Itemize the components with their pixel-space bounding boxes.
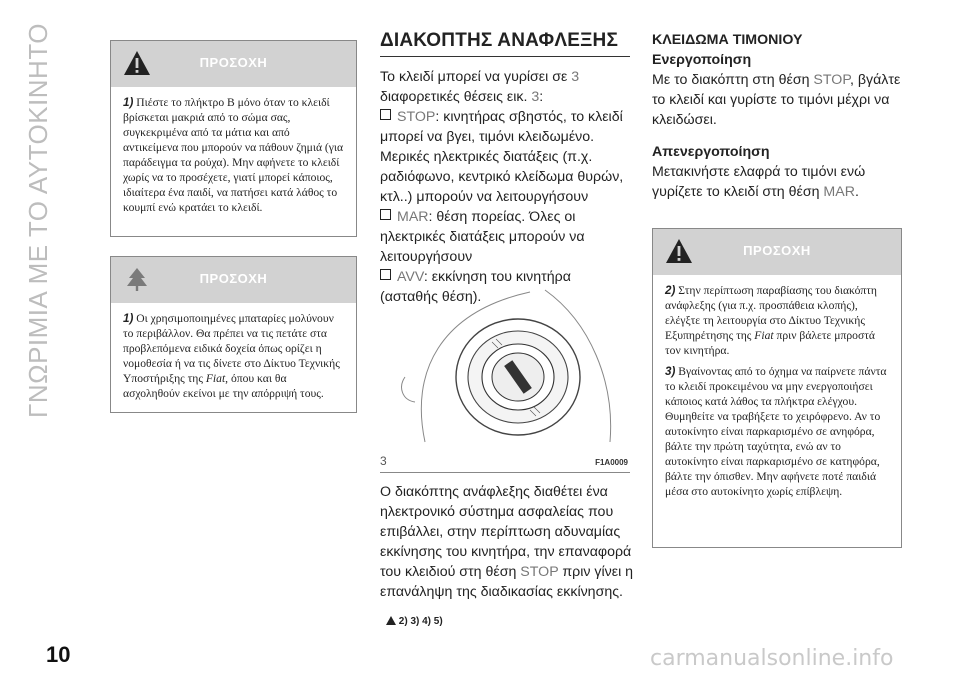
intro-colon: : xyxy=(539,89,544,105)
position-key: MAR xyxy=(397,209,429,225)
warning-text: Πιέστε το πλήκτρο B μόνο όταν το κλειδί βρίσκεται μακριά από το σώμα σας, συγκεκριμένα από τα μάτια και από αντικείμενα που μπορούν να πάθουν ζημιά (για παράδειγμα τα ρούχα). Μην αφήνετε το κλειδί χωρίς να το προσέχετε, γιατί μπορεί κάποιος, ιδιαίτερα ένα παιδί, να πατήσει κατά λάθος το κουμπί ενώ κρατάει το κλειδί. xyxy=(123,96,344,214)
warning-box-steering xyxy=(652,228,902,548)
warning-text: Βγαίνοντας από το όχημα να παίρνετε πάντα το κλειδί προκειμένου να μην ενεργοποιήσει κάποιος κατά λάθος τα πλήκτρα ελέγχου. Θυμηθείτε να τραβήξετε το χειρόφρενο. Αν το αυτοκίνητο είναι παρκαρισμένο σε ανηφόρα, βάλτε την πρώτη ταχύτητα, ενώ αν το αυτοκίνητο είναι παρκαρισμένο σε κατηφόρα, βάλτε την όπισθεν. Μην αφήνετε ποτέ παιδιά μέσα στο αυτοκίνητο χωρίς επίβλεψη. xyxy=(665,365,887,498)
position-text: : εκκίνηση του κινητήρα (ασταθής θέση). xyxy=(380,269,571,305)
section-title: ΔΙΑΚΟΠΤΗΣ ΑΝΑΦΛΕΞΗΣ xyxy=(380,30,630,57)
warning-label: ΠΡΟΣΟΧΗ xyxy=(199,55,268,70)
brand-name: Fiat xyxy=(205,372,226,385)
deactivation-title: Απενεργοποίηση xyxy=(652,144,770,160)
warning-box-header xyxy=(653,229,901,275)
steering-lock-section xyxy=(652,30,902,202)
warning-label: ΠΡΟΣΟΧΗ xyxy=(199,271,268,286)
watermark: carmanualsonline.info xyxy=(650,646,894,671)
safety-text: Ο διακόπτης ανάφλεξης διαθέτει ένα ηλεκτρονικό σύστημα ασφαλείας που επιβάλλει, στην περίπτωση αδυναμίας εκκίνησης του κινητήρα, την επαναφορά του κλειδιού στη θέση xyxy=(380,484,632,580)
position-key: STOP xyxy=(520,564,559,580)
position-key: STOP xyxy=(397,109,436,125)
ignition-section xyxy=(380,30,630,307)
page-number: 10 xyxy=(46,642,71,667)
brand-name: Fiat xyxy=(754,329,774,342)
checkbox-square-icon xyxy=(380,269,391,280)
figure-code: F1A0009 xyxy=(595,458,628,467)
footnote-references xyxy=(386,616,443,627)
warning-text-end: , όπου και θα ασχοληθούν εκείνοι με την απόρριψή τους. xyxy=(123,372,324,400)
warning-body xyxy=(653,275,901,515)
warning-label: ΠΡΟΣΟΧΗ xyxy=(743,243,811,258)
warning-body xyxy=(111,87,356,231)
ignition-lock-illustration xyxy=(380,282,630,457)
deactivation-text-b: . xyxy=(854,184,859,200)
intro-text: Το κλειδί μπορεί να γυρίσει σε xyxy=(380,69,572,85)
safety-text-end: πριν γίνει η επανάληψη της διαδικασίας εκκίνησης. xyxy=(380,564,634,600)
position-key: AVV xyxy=(397,269,424,285)
activation-text-a: Με το διακόπτη στη θέση xyxy=(652,72,814,88)
warning-triangle-icon xyxy=(386,616,396,625)
ignition-switch-figure xyxy=(380,282,630,473)
chapter-title-text: ΓΝΩΡΙΜΙΑ ΜΕ ΤΟ ΑΥΤΟΚΙΝΗΤΟ xyxy=(22,22,53,418)
figure-number: 3 xyxy=(380,454,387,468)
ignition-intro xyxy=(380,67,630,107)
warning-box-key-button xyxy=(110,40,357,237)
warning-text: Οι χρησιμοποιημένες μπαταρίες μολύνουν το περιβάλλον. Θα πρέπει να τις πετάτε στα προβλεπόμενα ειδικά δοχεία όπως ορίζει η νομοθεσία ή να τις δίνετε στο Δίκτυο Τεχνικής Υποστήριξης της xyxy=(123,312,340,385)
section-title: ΚΛΕΙΔΩΜΑ ΤΙΜΟΝΙΟΥ xyxy=(652,32,803,48)
intro-number: 3 xyxy=(571,69,580,85)
checkbox-square-icon xyxy=(380,109,391,120)
chapter-side-title xyxy=(8,10,68,430)
warning-text: Στην περίπτωση παραβίασης του διακόπτη ανάφλεξης (για π.χ. προσπάθεια κλοπής), ελέγξτε τη λειτουργία στο Δίκτυο Τεχνικής Εξυπηρέτησης της xyxy=(665,284,877,342)
deactivation-text-a: Μετακινήστε ελαφρά το τιμόνι ενώ γυρίζετε το κλειδί στη θέση xyxy=(652,164,866,200)
warning-body xyxy=(111,303,356,417)
ignition-safety-text xyxy=(380,482,635,602)
intro-text-2: διαφορετικές θέσεις εικ. xyxy=(380,89,532,105)
activation-text-b: , βγάλτε το κλειδί και γυρίστε το τιμόνι μέχρι να κλειδώσει. xyxy=(652,72,901,128)
position-mar xyxy=(380,207,630,267)
warning-box-header xyxy=(111,257,356,303)
figure-ref: 3 xyxy=(531,89,540,105)
note-number: 1) xyxy=(123,96,134,109)
position-key: MAR xyxy=(823,184,855,200)
position-text: : κινητήρας σβηστός, το κλειδί μπορεί να βγει, τιμόνι κλειδωμένο. Μερικές ηλεκτρικές διατάξεις (π.χ. ραδιόφωνο, κεντρικό κλείδωμα θυρών, κτλ..) μπορούν να λειτουργήσουν xyxy=(380,109,624,205)
warning-box-header xyxy=(111,41,356,87)
activation-text xyxy=(652,70,902,130)
position-stop xyxy=(380,107,630,207)
activation-title: Ενεργοποίηση xyxy=(652,52,752,68)
deactivation-text xyxy=(652,162,902,202)
note-number: 2) xyxy=(665,284,676,297)
note-number: 1) xyxy=(123,312,134,325)
reference-numbers: 2) 3) 4) 5) xyxy=(398,616,443,627)
position-text: : θέση πορείας. Όλες οι ηλεκτρικές διατάξεις μπορούν να λειτουργήσουν xyxy=(380,209,585,265)
warning-text-end: πριν βάλετε μπροστά τον κινητήρα. xyxy=(665,329,875,357)
checkbox-square-icon xyxy=(380,209,391,220)
note-number: 3) xyxy=(665,365,676,378)
position-key: STOP xyxy=(813,72,850,88)
warning-box-batteries xyxy=(110,256,357,413)
